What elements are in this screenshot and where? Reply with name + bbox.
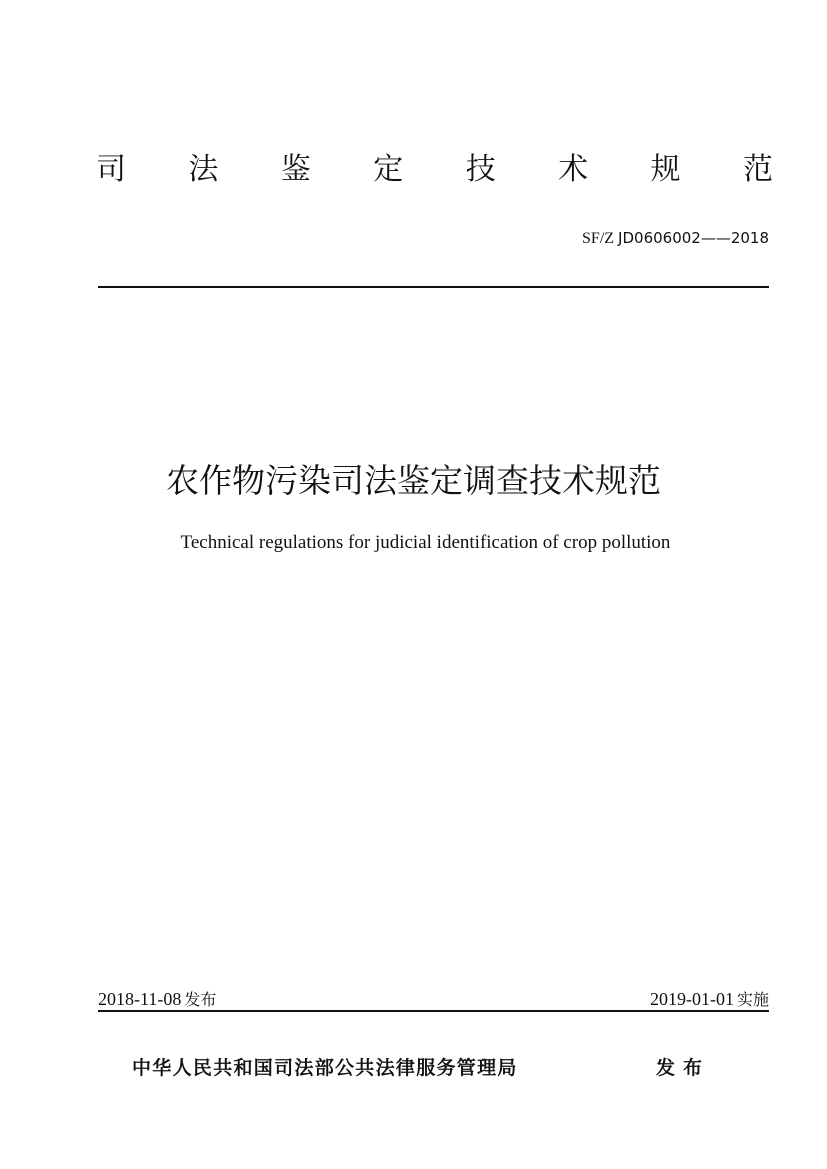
- publish-label: 发布: [656, 1057, 711, 1079]
- series-title-char: 鉴: [280, 152, 311, 187]
- issue-date-label: 发布: [184, 990, 217, 1009]
- standard-number: [582, 228, 769, 249]
- top-divider: [98, 286, 769, 288]
- series-title-char: 司: [96, 152, 126, 187]
- series-title-char: 法: [188, 152, 219, 187]
- publisher-name: 中华人民共和国司法部公共法律服务管理局: [132, 1057, 518, 1079]
- implementation-date-label: 实施: [736, 990, 769, 1009]
- implementation-date: [650, 987, 769, 1012]
- bottom-divider: [98, 1010, 769, 1012]
- series-title-char: 范: [742, 152, 773, 187]
- series-title-char: 技: [465, 152, 496, 187]
- standard-number-prefix: SF/Z: [582, 230, 619, 247]
- series-title: [96, 150, 773, 190]
- issue-date-value: 2018-11-08: [98, 989, 182, 1009]
- series-title-char: 定: [373, 152, 404, 187]
- document-title: 农作物污染司法鉴定调查技术规范: [166, 461, 661, 500]
- series-title-char: 规: [650, 152, 681, 187]
- issue-date: [98, 987, 216, 1012]
- document-subtitle-english: Technical regulations for judicial identification of crop pollution: [180, 532, 671, 553]
- implementation-date-value: 2019-01-01: [649, 989, 734, 1009]
- series-title-char: 术: [558, 152, 589, 187]
- standard-number-code: JD0606002——2018: [618, 229, 769, 247]
